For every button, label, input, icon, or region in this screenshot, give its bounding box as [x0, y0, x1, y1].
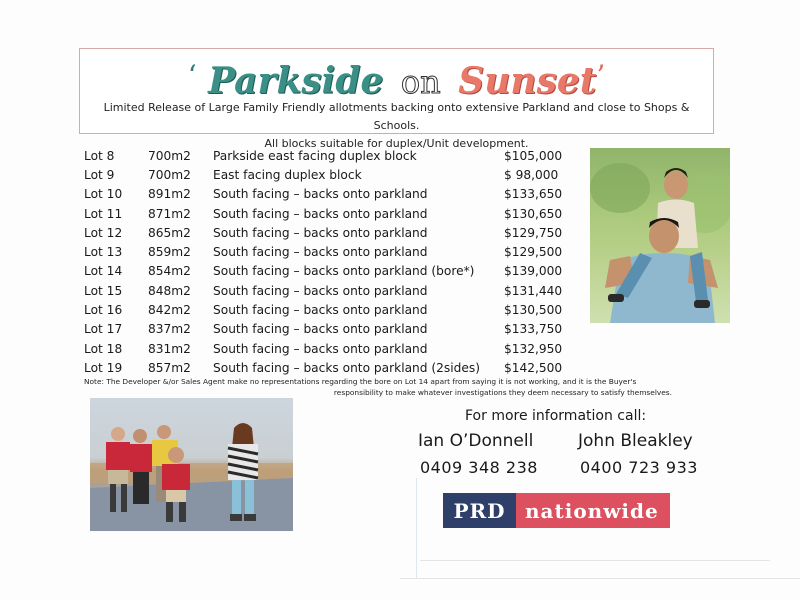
table-row	[84, 339, 574, 358]
lot-number: Lot 13	[84, 245, 123, 260]
lot-size: 700m2	[148, 148, 191, 163]
lot-description: South facing – backs onto parkland	[213, 322, 428, 337]
skaters-photo	[90, 398, 293, 531]
table-row	[84, 185, 574, 204]
lot-description: South facing – backs onto parkland	[213, 206, 428, 221]
lot-size: 831m2	[148, 341, 191, 356]
table-row	[84, 204, 574, 223]
table-row	[84, 320, 574, 339]
lot-price: $130,500	[504, 303, 563, 318]
table-row	[84, 281, 574, 300]
family-photo	[590, 148, 730, 323]
title-parkside: Parkside	[208, 60, 384, 102]
title-on: on	[400, 63, 441, 101]
page-title	[80, 53, 713, 102]
lot-description: South facing – backs onto parkland	[213, 283, 428, 298]
table-row	[84, 223, 574, 242]
lot-number: Lot 8	[84, 148, 115, 163]
lot-description: South facing – backs onto parkland	[213, 341, 428, 356]
lot-size: 865m2	[148, 225, 191, 240]
table-row	[84, 146, 574, 165]
disclaimer-note	[84, 376, 672, 398]
note-line-1: Note: The Developer &/or Sales Agent make no representations regarding the bore on Lot 14 apart from saying it is not working, and it is the Buyer's	[84, 377, 637, 386]
lot-price: $131,440	[504, 283, 563, 298]
lot-price: $132,950	[504, 341, 563, 356]
lot-size: 848m2	[148, 283, 191, 298]
lot-size: 837m2	[148, 322, 191, 337]
lot-size: 700m2	[148, 167, 191, 182]
lot-number: Lot 11	[84, 206, 123, 221]
subtitle-line-1: Limited Release of Large Family Friendly allotments backing onto extensive Parkland and close to Shops & Schools.	[103, 101, 690, 132]
agent-phone-john[interactable]: 0400 723 933	[580, 458, 698, 477]
table-row	[84, 358, 574, 377]
lot-size: 857m2	[148, 360, 191, 375]
lot-number: Lot 12	[84, 225, 123, 240]
lot-size: 854m2	[148, 264, 191, 279]
lot-number: Lot 16	[84, 303, 123, 318]
father-son-photo-icon	[590, 148, 730, 323]
prd-nationwide-logo	[443, 493, 670, 528]
agent-name-ian: Ian O’Donnell	[418, 431, 534, 451]
table-row	[84, 165, 574, 184]
lot-number: Lot 17	[84, 322, 123, 337]
close-quote: ’	[596, 59, 606, 92]
open-quote: ‘	[187, 59, 197, 92]
lot-price: $105,000	[504, 148, 563, 163]
lot-description: South facing – backs onto parkland (2sides)	[213, 360, 480, 375]
lot-price: $142,500	[504, 360, 563, 375]
lot-description: South facing – backs onto parkland	[213, 303, 428, 318]
lot-description: South facing – backs onto parkland	[213, 225, 428, 240]
lot-price: $139,000	[504, 264, 563, 279]
agent-phone-ian[interactable]: 0409 348 238	[420, 458, 538, 477]
contact-heading: For more information call:	[465, 408, 647, 424]
title-sunset: Sunset	[458, 60, 597, 102]
lots-table	[84, 146, 574, 378]
lot-price: $ 98,000	[504, 167, 559, 182]
table-row	[84, 242, 574, 261]
lot-description: East facing duplex block	[213, 167, 362, 182]
lot-description: Parkside east facing duplex block	[213, 148, 417, 163]
family-rollerblading-photo-icon	[90, 398, 293, 531]
note-line-2: responsibility to make whatever investigations they deem necessary to satisfy themselves.	[333, 388, 672, 397]
lot-description: South facing – backs onto parkland	[213, 187, 428, 202]
lot-number: Lot 9	[84, 167, 115, 182]
lot-number: Lot 10	[84, 187, 123, 202]
lot-description: South facing – backs onto parkland (bore*)	[213, 264, 475, 279]
header-banner	[79, 48, 714, 150]
lot-price: $130,650	[504, 206, 563, 221]
agent-name-john: John Bleakley	[578, 431, 693, 451]
lot-size: 891m2	[148, 187, 191, 202]
lot-number: Lot 18	[84, 341, 123, 356]
lot-number: Lot 14	[84, 264, 123, 279]
table-row	[84, 262, 574, 281]
lot-description: South facing – backs onto parkland	[213, 245, 428, 260]
lot-price: $129,500	[504, 245, 563, 260]
lot-number: Lot 15	[84, 283, 123, 298]
lot-price: $133,650	[504, 187, 563, 202]
lot-number: Lot 19	[84, 360, 123, 375]
divider-vertical	[416, 478, 417, 578]
divider-horizontal-2	[400, 578, 800, 579]
table-row	[84, 300, 574, 319]
lot-price: $129,750	[504, 225, 563, 240]
lot-size: 859m2	[148, 245, 191, 260]
divider-horizontal-1	[420, 560, 770, 561]
subtitle-line-2: All blocks suitable for duplex/Unit development.	[264, 137, 529, 150]
logo-nationwide: nationwide	[516, 493, 670, 528]
lot-size: 871m2	[148, 206, 191, 221]
lot-price: $133,750	[504, 322, 563, 337]
lot-size: 842m2	[148, 303, 191, 318]
logo-prd: PRD	[443, 493, 516, 528]
